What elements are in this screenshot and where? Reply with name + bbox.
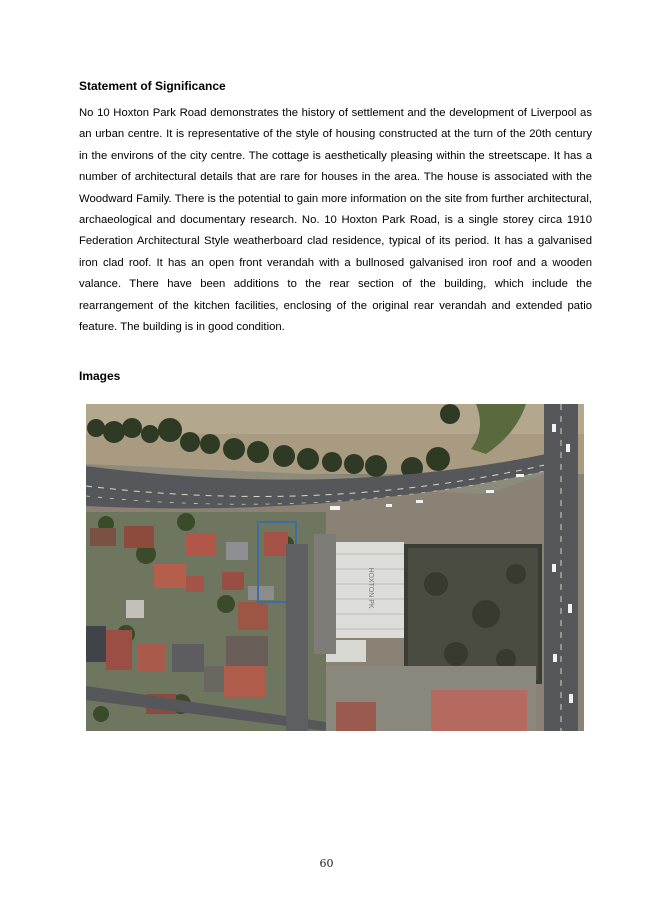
images-heading: Images bbox=[79, 369, 121, 383]
statement-paragraph: No 10 Hoxton Park Road demonstrates the history of settlement and the development of Liverpool as an urban centre. It is representative of the style of housing constructed at the turn of the 20th century in the environs of the city centre. The cottage is aesthetically pleasing within the streetscape. It has a number of architectural details that are rare for houses in the area. The house is associated with the Woodward Family. There is the potential to gain more information on the site from further architectural, archaeological and documentary research. No. 10 Hoxton Park Road, is a single storey circa 1910 Federation Architectural Style weatherboard clad residence, typical of its period. It has a galvanised iron clad roof. It has an open front verandah with a bullnosed galvanised iron roof and a wooden valance. There have been additions to the rear section of the building, which include the rearrangement of the kitchen facilities, enclosing of the original rear verandah and extended patio feature. The building is in good condition. bbox=[79, 107, 592, 334]
aerial-photo bbox=[86, 404, 584, 731]
page-number: 60 bbox=[319, 857, 334, 870]
roof-text: HOXTON PK bbox=[367, 567, 374, 609]
statement-heading: Statement of Significance bbox=[79, 79, 226, 93]
